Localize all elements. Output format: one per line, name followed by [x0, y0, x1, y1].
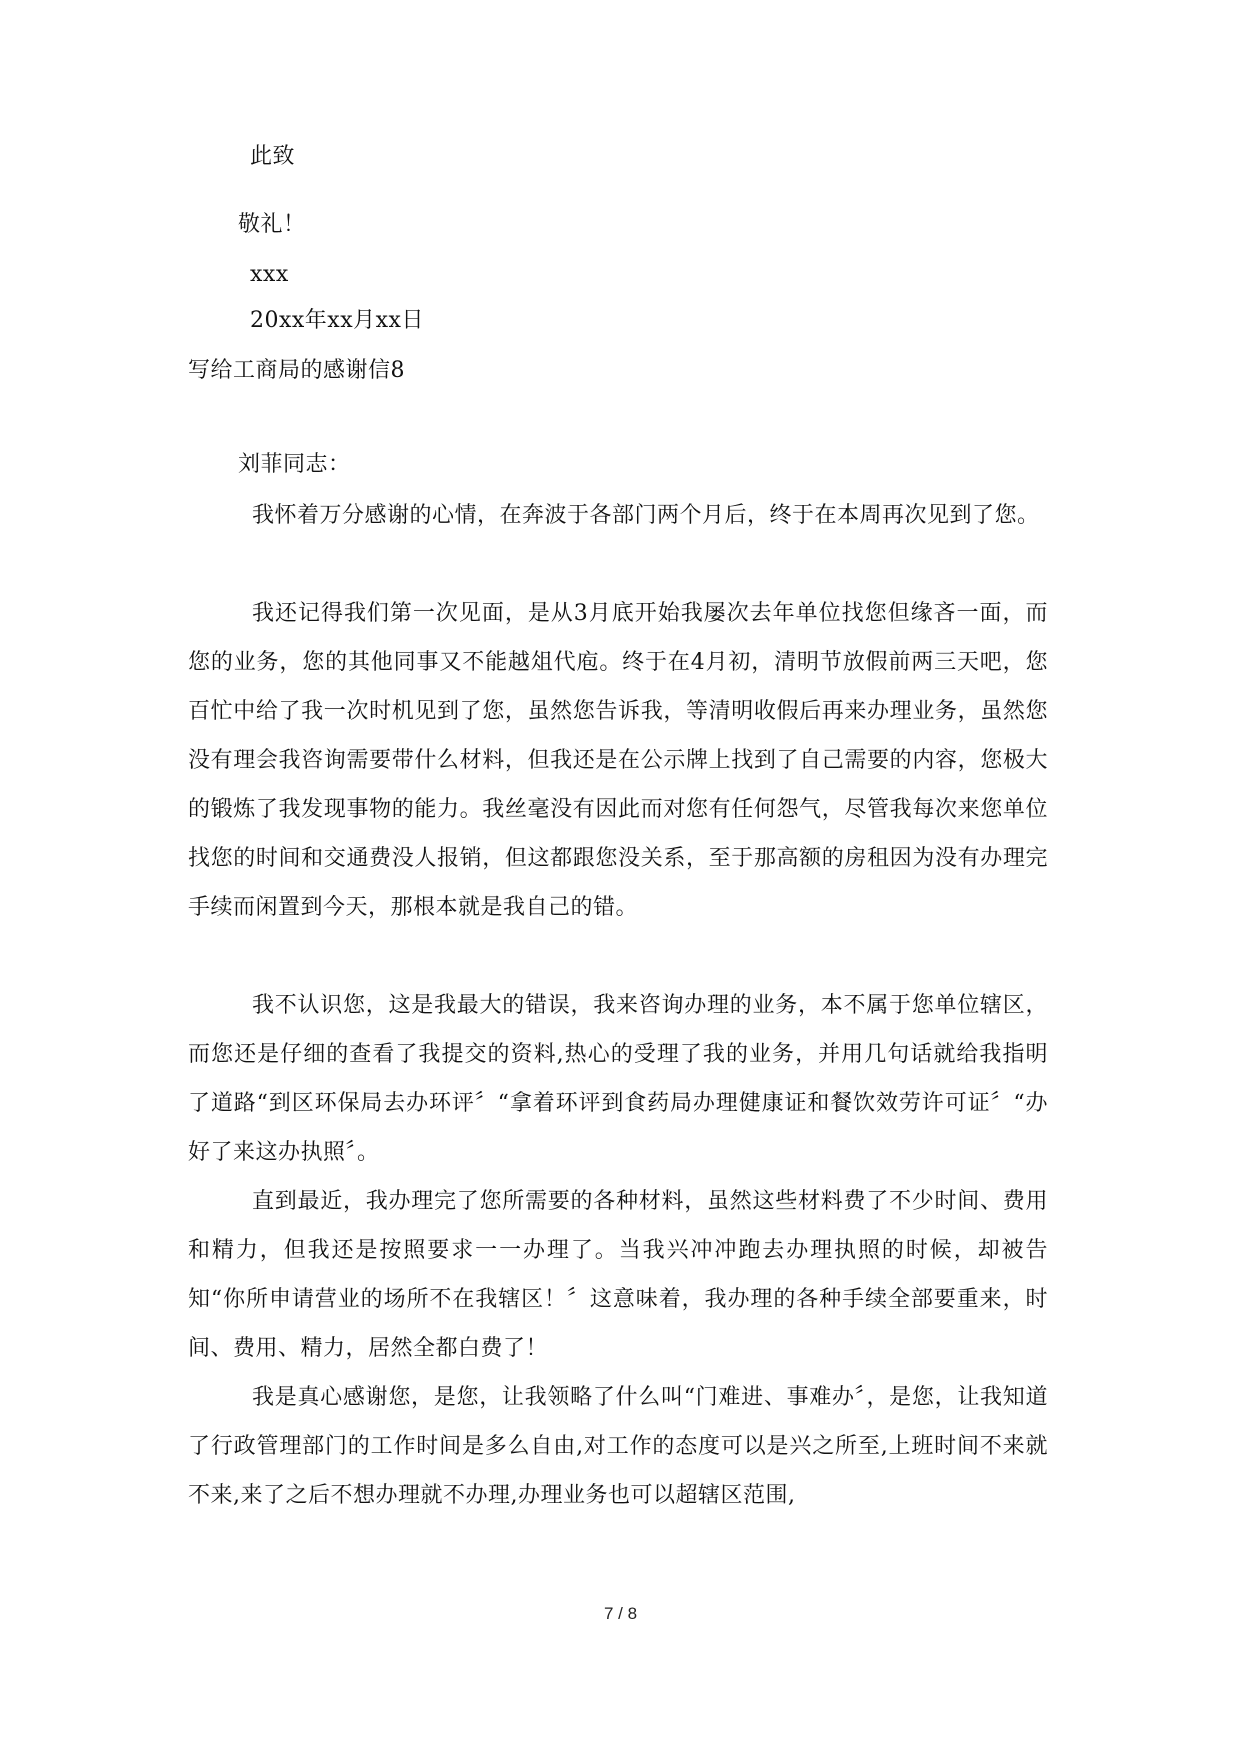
- body-paragraph-1: 我怀着万分感谢的心情，在奔波于各部门两个月后，终于在本周再次见到了您。: [252, 503, 1040, 528]
- body-paragraph-5: 我是真心感谢您，是您，让我领略了什么叫“门难进、事难办〞，是您，让我知道了行政管理部门的工作时间是多么自由,对工作的态度可以是兴之所至,上班时间不来就不来,来了之后不想办理就不办理,办理业务也可以超辖区范围,: [188, 1385, 1048, 1508]
- body-paragraph-4: 直到最近，我办理完了您所需要的各种材料，虽然这些材料费了不少时间、费用和精力，但我还是按照要求一一办理了。当我兴冲冲跑去办理执照的时候，却被告知“你所申请营业的场所不在我辖区！〞这意味着，我办理的各种手续全部要重来，时间、费用、精力，居然全都白费了！: [188, 1189, 1048, 1361]
- letter-greeting: 刘菲同志：: [238, 452, 351, 477]
- letter-title: 写给工商局的感谢信8: [188, 358, 405, 383]
- letter-date: 20xx年xx月xx日: [250, 308, 424, 333]
- closing-salutation: 此致: [250, 144, 296, 169]
- signer-name: xxx: [250, 262, 289, 287]
- body-paragraph-3: 我不认识您，这是我最大的错误，我来咨询办理的业务，本不属于您单位辖区，而您还是仔细的查看了我提交的资料,热心的受理了我的业务，并用几句话就给我指明了道路“到区环保局去办环评〞“拿着环评到食药局办理健康证和餐饮效劳许可证〞“办好了来这办执照〞。: [188, 993, 1048, 1165]
- closing-respect: 敬礼！: [238, 212, 306, 237]
- body-paragraph-2: 我还记得我们第一次见面，是从3月底开始我屡次去年单位找您但缘吝一面，而您的业务，您的其他同事又不能越俎代庖。终于在4月初，清明节放假前两三天吧，您百忙中给了我一次时机见到了您，虽然您告诉我，等清明收假后再来办理业务，虽然您没有理会我咨询需要带什么材料，但我还是在公示牌上找到了自己需要的内容，您极大的锻炼了我发现事物的能力。我丝毫没有因此而对您有任何怨气，尽管我每次来您单位找您的时间和交通费没人报销，但这都跟您没关系，至于那高额的房租因为没有办理完手续而闲置到今天，那根本就是我自己的错。: [188, 601, 1048, 920]
- page-number: 7 / 8: [603, 1604, 638, 1623]
